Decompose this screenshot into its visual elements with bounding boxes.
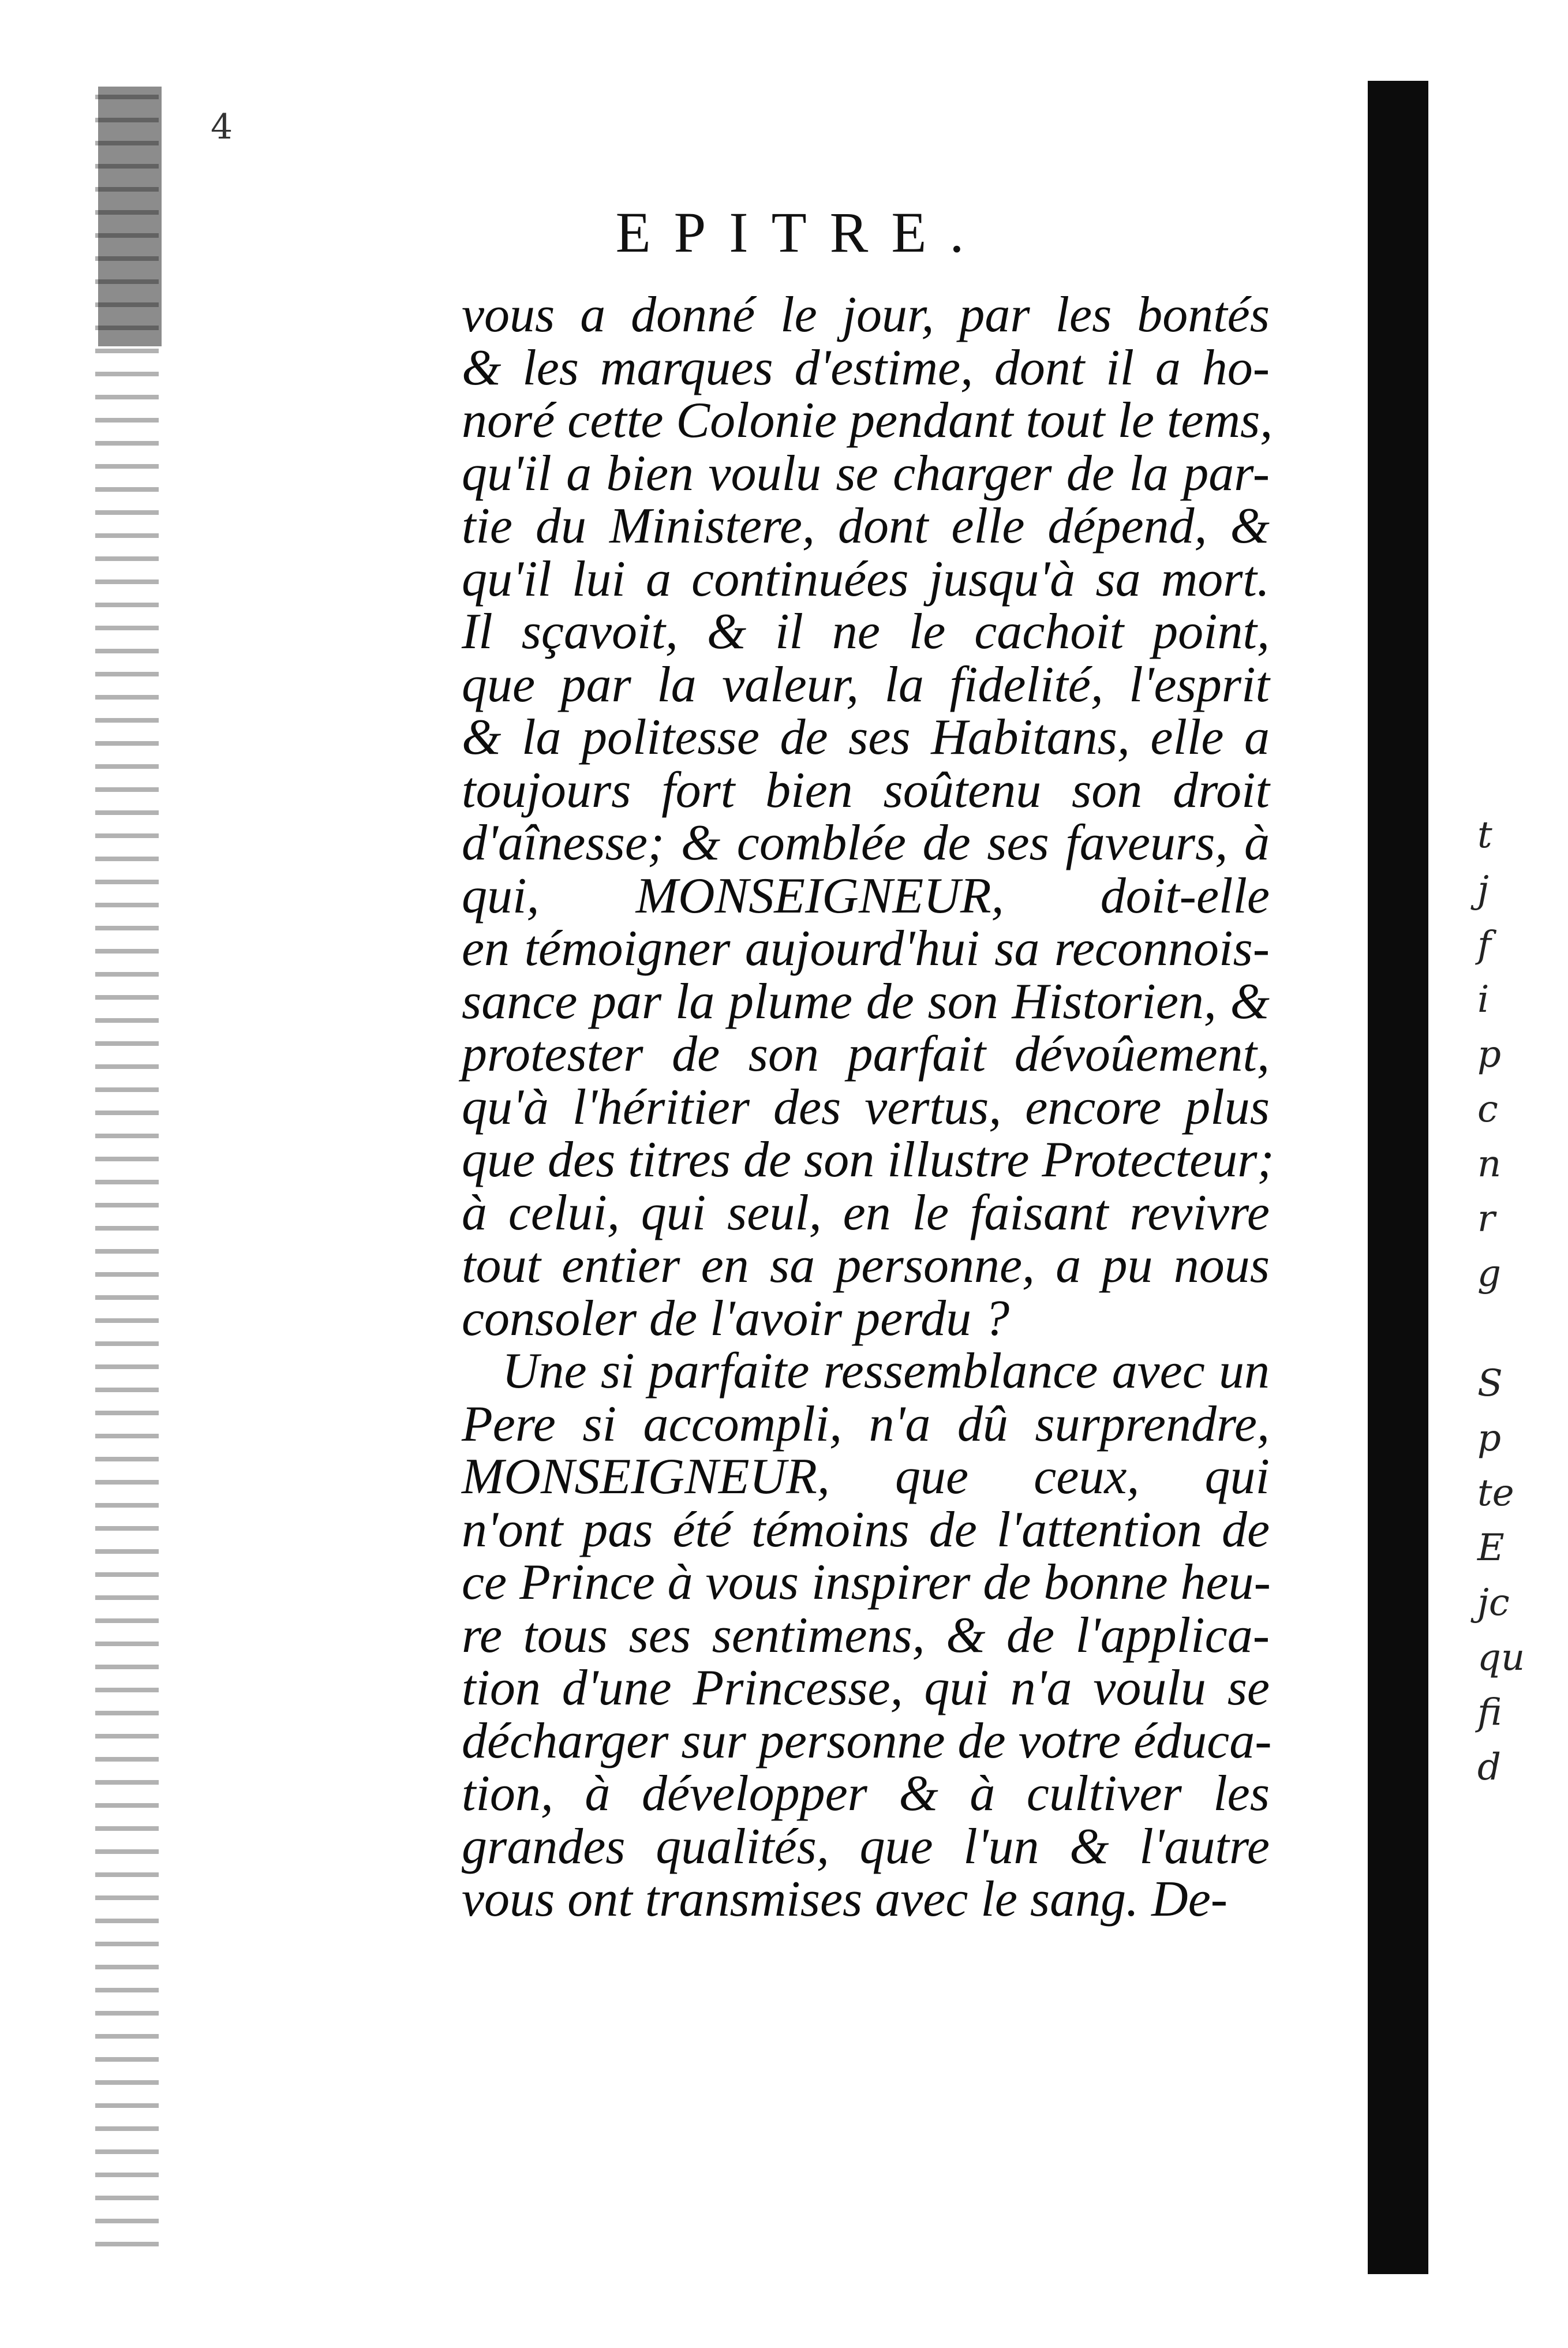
next-page-glyph: S bbox=[1477, 1362, 1503, 1405]
next-page-glyph: t bbox=[1477, 814, 1492, 857]
text-line: décharger sur personne de votre éduca- bbox=[462, 1713, 1272, 1769]
text-line: noré cette Colonie pendant tout le tems, bbox=[462, 392, 1273, 448]
next-page-glyph bbox=[1477, 1302, 1552, 1356]
text-line: tie du Ministere, dont elle dépend, & bbox=[462, 498, 1270, 554]
text-line: & la politesse de ses Habitans, elle a bbox=[462, 709, 1270, 765]
next-page-glyph: f bbox=[1477, 924, 1491, 966]
text-line: tout entier en sa personne, a pu nous bbox=[462, 1237, 1270, 1293]
binding-edge-left bbox=[95, 87, 159, 2251]
text-line: à celui, qui seul, en le faisant revivre bbox=[462, 1184, 1270, 1241]
next-page-glyph: fi bbox=[1477, 1691, 1502, 1734]
text-line: toujours fort bien soûtenu son droit bbox=[462, 762, 1270, 818]
text-line: Il sçavoit, & il ne le cachoit point, bbox=[462, 604, 1270, 660]
next-page-glyph: p bbox=[1477, 1033, 1501, 1076]
text-line: re tous ses sentimens, & de l'applica- bbox=[462, 1607, 1270, 1663]
next-page-glyph: n bbox=[1477, 1143, 1502, 1186]
text-line: sance par la plume de son Historien, & bbox=[462, 973, 1270, 1030]
page-header: EPITRE. bbox=[615, 200, 987, 264]
body-text bbox=[462, 287, 1274, 1927]
binding-band-right bbox=[1368, 81, 1428, 2274]
next-page-glyph: d bbox=[1477, 1746, 1501, 1789]
text-line: tion d'une Princesse, qui n'a voulu se bbox=[462, 1660, 1270, 1716]
text-line: que des titres de son illustre Protecteur; bbox=[462, 1132, 1274, 1188]
text-line: qu'il lui a continuées jusqu'à sa mort. bbox=[462, 551, 1270, 607]
next-page-glyph: jc bbox=[1477, 1581, 1510, 1624]
next-page-glyph: c bbox=[1477, 1088, 1498, 1131]
text-line: MONSEIGNEUR, que ceux, qui bbox=[462, 1449, 1270, 1505]
next-page-glyph: p bbox=[1477, 1417, 1501, 1460]
next-page-glyph: g bbox=[1477, 1252, 1501, 1295]
text-line: n'ont pas été témoins de l'attention de bbox=[462, 1501, 1270, 1558]
text-line: qui, MONSEIGNEUR, doit-elle bbox=[462, 868, 1270, 924]
next-page-glyph: i bbox=[1477, 978, 1490, 1021]
next-page-fragments bbox=[1477, 808, 1552, 1795]
next-page-glyph: r bbox=[1477, 1198, 1495, 1240]
text-line: grandes qualités, que l'un & l'autre bbox=[462, 1818, 1270, 1875]
page-marker: 4 bbox=[211, 107, 233, 147]
text-line: Pere si accompli, n'a dû surprendre, bbox=[462, 1396, 1270, 1452]
text-line: que par la valeur, la fidelité, l'esprit bbox=[462, 656, 1270, 713]
next-page-glyph: j bbox=[1477, 869, 1489, 911]
next-page-glyph: te bbox=[1477, 1472, 1514, 1515]
next-page-glyph: E bbox=[1477, 1527, 1505, 1569]
text-line: consoler de l'avoir perdu ? bbox=[462, 1290, 1010, 1347]
text-line: & les marques d'estime, dont il a ho- bbox=[462, 339, 1270, 396]
text-line: qu'il a bien voulu se charger de la par- bbox=[462, 445, 1270, 502]
next-page-glyph: qu bbox=[1477, 1636, 1525, 1679]
text-line: vous ont transmises avec le sang. De- bbox=[462, 1871, 1228, 1927]
text-line: protester de son parfait dévoûement, bbox=[462, 1026, 1270, 1082]
text-line: Une si parfaite ressemblance avec un bbox=[502, 1343, 1270, 1399]
text-line: vous a donné le jour, par les bontés bbox=[462, 287, 1270, 343]
text-line: tion, à développer & à cultiver les bbox=[462, 1766, 1270, 1822]
text-line: ce Prince à vous inspirer de bonne heu- bbox=[462, 1554, 1271, 1610]
text-line: qu'à l'héritier des vertus, encore plus bbox=[462, 1079, 1270, 1135]
text-line: d'aînesse; & comblée de ses faveurs, à bbox=[462, 815, 1270, 871]
text-line: en témoigner aujourd'hui sa reconnois- bbox=[462, 921, 1270, 977]
